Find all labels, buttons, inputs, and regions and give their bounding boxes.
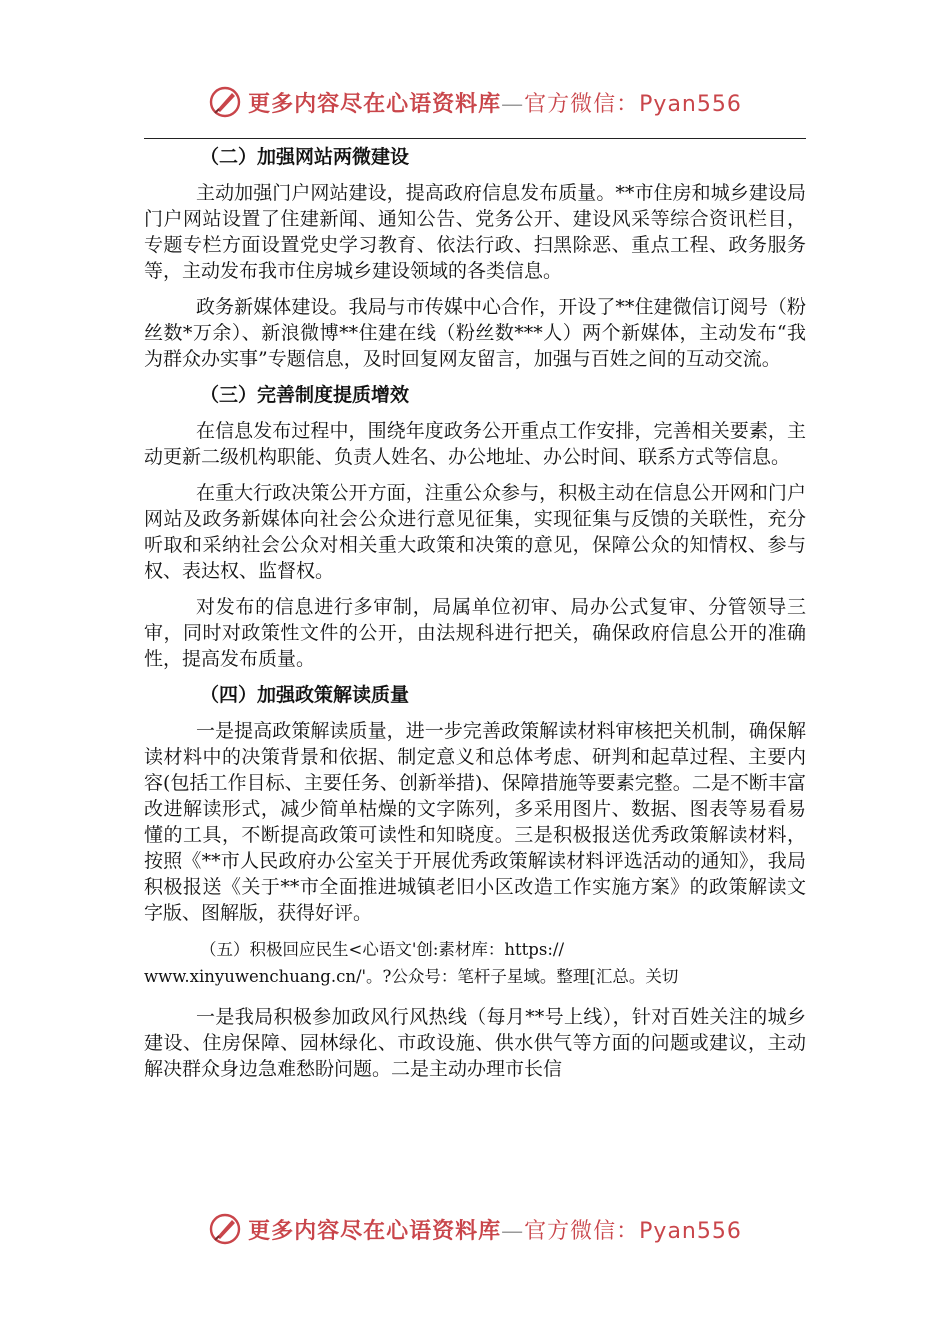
heading-5-line-1: （五）积极回应民生<心语文'创:素材库：https://	[200, 940, 565, 959]
paragraph: 在信息发布过程中，围绕年度政务公开重点工作安排，完善相关要素，主动更新二级机构职能、负责人姓名、办公地址、办公时间、联系方式等信息。	[144, 420, 806, 468]
section-heading-3: （三）完善制度提质增效	[200, 384, 410, 406]
header-watermark-banner	[0, 79, 950, 125]
document-body	[144, 144, 806, 1092]
heading-5-line-2: www.xinyuwenchuang.cn/'。?公众号：笔杆子星域。整理[汇总。关切	[144, 967, 679, 986]
paragraph: 政务新媒体建设。我局与市传媒中心合作，开设了**住建微信订阅号（粉丝数*万余）、新浪微博**住建在线（粉丝数***人）两个新媒体，主动发布“我为群众办实事”专题信息，及时回复网友留言，加强与百姓之间的互动交流。	[144, 296, 806, 370]
paragraph: 主动加强门户网站建设，提高政府信息发布质量。**市住房和城乡建设局门户网站设置了住建新闻、通知公告、党务公开、建设风采等综合资讯栏目，专题专栏方面设置党史学习教育、依法行政、扫黑除恶、重点工程、政务服务等，主动发布我市住房城乡建设领域的各类信息。	[144, 182, 806, 282]
paragraph: 一是提高政策解读质量，进一步完善政策解读材料审核把关机制，确保解读材料中的决策背景和依据、制定意义和总体考虑、研判和起草过程、主要内容(包括工作目标、主要任务、创新举措)、保障措施等要素完整。二是不断丰富改进解读形式，减少简单枯燥的文字陈列，多采用图片、数据、图表等易看易懂的工具，不断提高政策可读性和知晓度。三是积极报送优秀政策解读材料，按照《**市人民政府办公室关于开展优秀政策解读材料评选活动的通知》，我局积极报送《关于**市全面推进城镇老旧小区改造工作实施方案》的政策解读文字版、图解版，获得好评。	[144, 720, 806, 924]
header-divider	[144, 138, 806, 139]
paragraph: 一是我局积极参加政风行风热线（每月**号上线），针对百姓关注的城乡建设、住房保障、园林绿化、市政设施、供水供气等方面的问题或建议，主动解决群众身边急难愁盼问题。二是主动办理市长信	[144, 1006, 806, 1080]
banner-text: 更多内容尽在心语资料库—官方微信：Pyan556	[248, 90, 742, 117]
quill-logo-icon	[208, 1212, 242, 1246]
paragraph: 对发布的信息进行多审制，局属单位初审、局办公式复审、分管领导三审，同时对政策性文件的公开，由法规科进行把关，确保政府信息公开的准确性，提高发布质量。	[144, 596, 806, 670]
banner-text: 更多内容尽在心语资料库—官方微信：Pyan556	[248, 1217, 742, 1244]
section-heading-5	[144, 936, 806, 990]
section-heading-2: （二）加强网站两微建设	[200, 146, 410, 168]
quill-logo-icon	[208, 85, 242, 119]
section-heading-4: （四）加强政策解读质量	[200, 684, 410, 706]
footer-watermark-banner	[0, 1206, 950, 1252]
paragraph: 在重大行政决策公开方面，注重公众参与，积极主动在信息公开网和门户网站及政务新媒体向社会公众进行意见征集，实现征集与反馈的关联性，充分听取和采纳社会公众对相关重大政策和决策的意见，保障公众的知情权、参与权、表达权、监督权。	[144, 482, 806, 582]
